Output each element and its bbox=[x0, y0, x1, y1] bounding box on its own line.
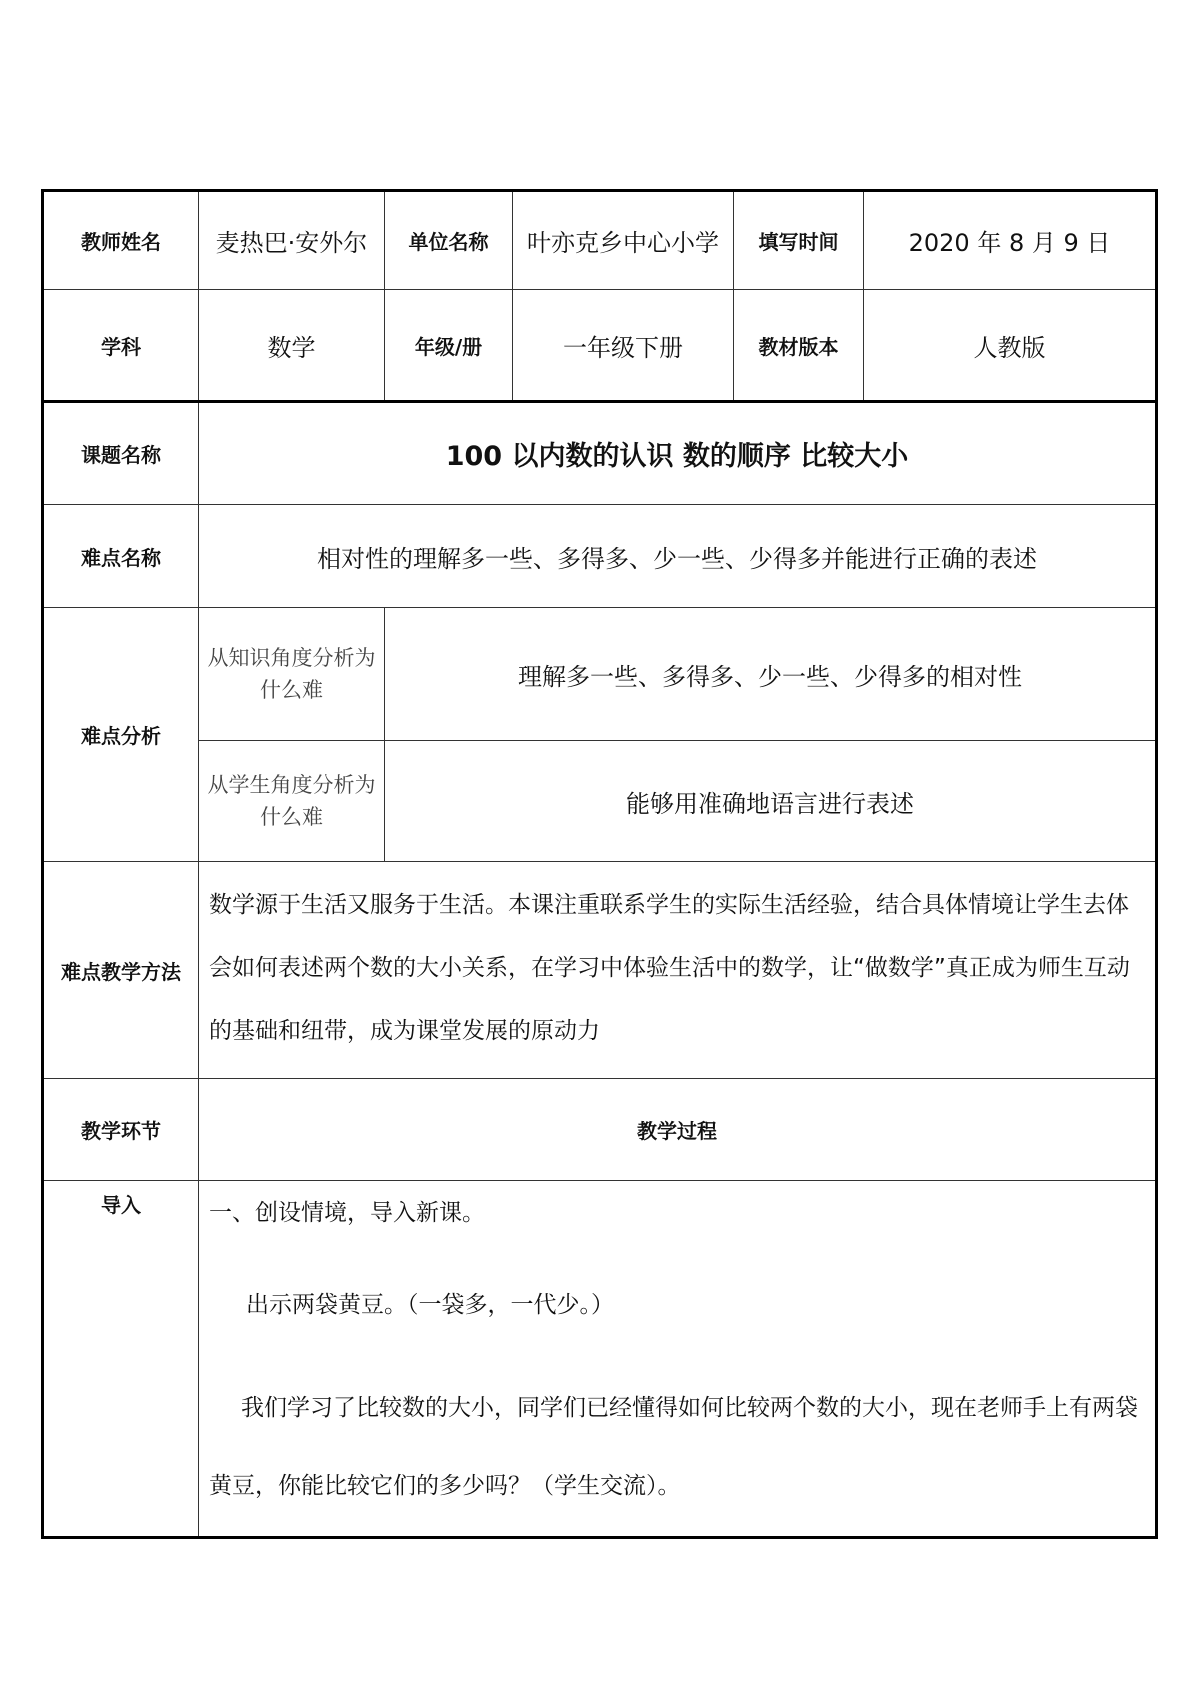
unit-label: 单位名称 bbox=[385, 191, 513, 290]
row-difficulty-name bbox=[43, 505, 1157, 608]
lesson-plan-document bbox=[41, 189, 1155, 1539]
teaching-method-label: 难点教学方法 bbox=[43, 862, 199, 1079]
intro-heading: 一、创设情境，导入新课。 bbox=[209, 1200, 485, 1226]
subject-value: 数学 bbox=[199, 290, 385, 402]
difficulty-analysis-label: 难点分析 bbox=[43, 608, 199, 862]
knowledge-angle-label: 从知识角度分析为什么难 bbox=[199, 608, 385, 741]
row-intro bbox=[43, 1181, 1157, 1538]
date-label: 填写时间 bbox=[734, 191, 864, 290]
row-student-analysis bbox=[43, 741, 1157, 862]
edition-label: 教材版本 bbox=[734, 290, 864, 402]
teacher-name: 麦热巴·安外尔 bbox=[199, 191, 385, 290]
difficulty-name: 相对性的理解多一些、多得多、少一些、少得多并能进行正确的表述 bbox=[199, 505, 1157, 608]
subject-label: 学科 bbox=[43, 290, 199, 402]
teacher-label: 教师姓名 bbox=[43, 191, 199, 290]
row-teaching-method bbox=[43, 862, 1157, 1079]
lesson-plan-table bbox=[41, 189, 1158, 1539]
row-teacher bbox=[43, 191, 1157, 290]
student-angle-text: 能够用准确地语言进行表述 bbox=[385, 741, 1157, 862]
lesson-title: 100 以内数的认识 数的顺序 比较大小 bbox=[199, 402, 1157, 505]
row-process-header bbox=[43, 1079, 1157, 1181]
grade-value: 一年级下册 bbox=[513, 290, 734, 402]
teaching-step-label: 教学环节 bbox=[43, 1079, 199, 1181]
row-lesson-title bbox=[43, 402, 1157, 505]
student-angle-label: 从学生角度分析为什么难 bbox=[199, 741, 385, 862]
teaching-process-label: 教学过程 bbox=[199, 1079, 1157, 1181]
row-subject bbox=[43, 290, 1157, 402]
edition-value: 人教版 bbox=[864, 290, 1157, 402]
intro-step: 导入 bbox=[43, 1181, 199, 1538]
difficulty-name-label: 难点名称 bbox=[43, 505, 199, 608]
intro-show-beans: 出示两袋黄豆。（一袋多，一代少。） bbox=[246, 1292, 614, 1318]
intro-content bbox=[199, 1181, 1157, 1538]
row-knowledge-analysis bbox=[43, 608, 1157, 741]
unit-name: 叶亦克乡中心小学 bbox=[513, 191, 734, 290]
lesson-title-label: 课题名称 bbox=[43, 402, 199, 505]
intro-question: 我们学习了比较数的大小，同学们已经懂得如何比较两个数的大小，现在老师手上有两袋黄豆，你能比较它们的多少吗？（学生交流）。 bbox=[209, 1395, 1138, 1499]
grade-label: 年级/册 bbox=[385, 290, 513, 402]
knowledge-angle-text: 理解多一些、多得多、少一些、少得多的相对性 bbox=[385, 608, 1157, 741]
fill-date: 2020 年 8 月 9 日 bbox=[864, 191, 1157, 290]
teaching-method-text: 数学源于生活又服务于生活。本课注重联系学生的实际生活经验，结合具体情境让学生去体会如何表述两个数的大小关系，在学习中体验生活中的数学，让“做数学”真正成为师生互动的基础和纽带，成为课堂发展的原动力 bbox=[199, 862, 1157, 1079]
